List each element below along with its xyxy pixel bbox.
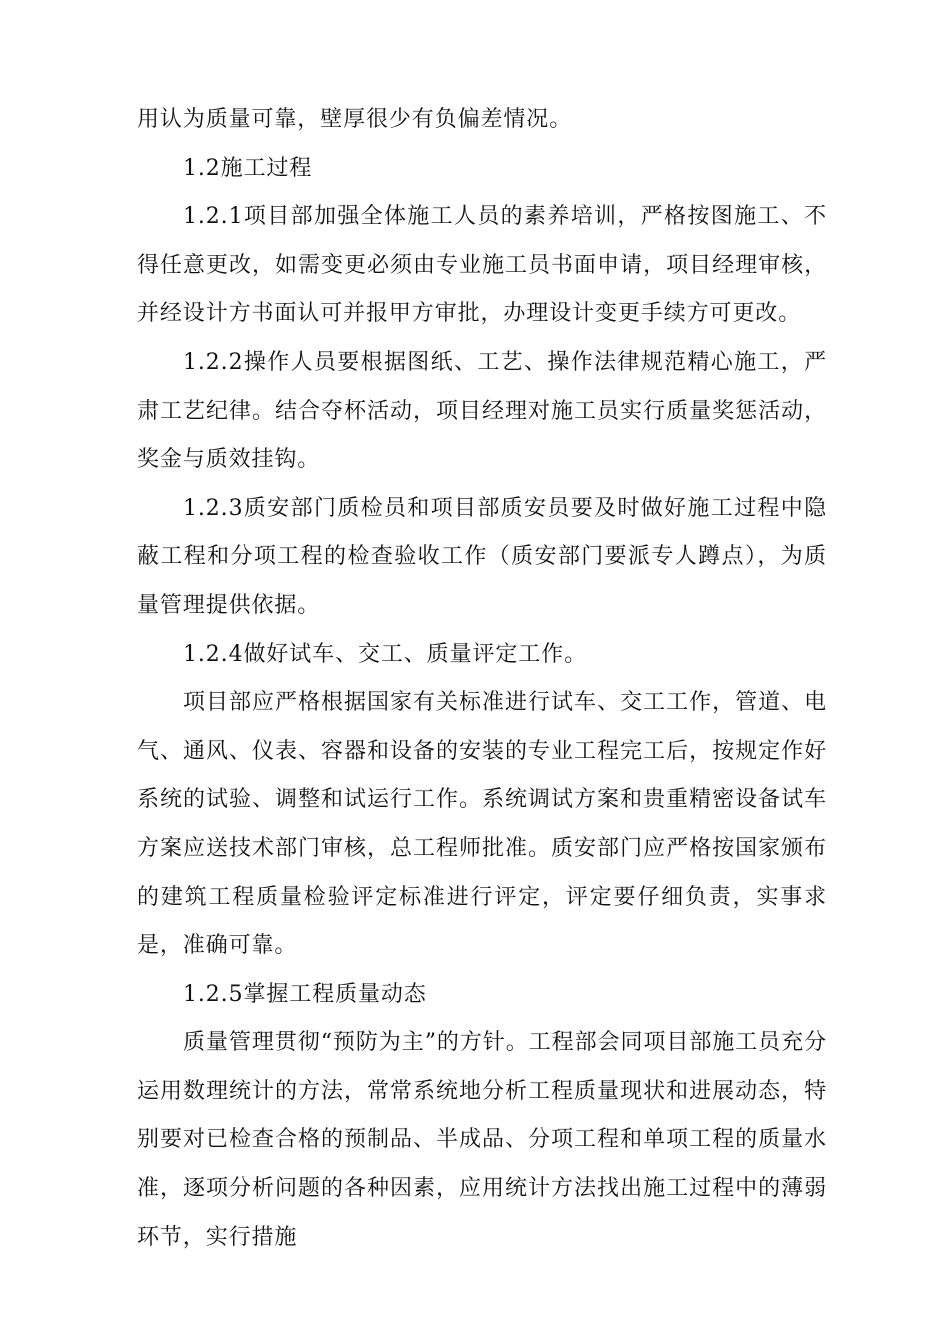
subheading-1-2-5: 1.2.5掌握工程质量动态: [183, 981, 427, 1007]
subheading-1-2-4: 1.2.4做好试车、交工、质量评定工作。: [183, 641, 587, 667]
paragraph-1-2-2: 1.2.2操作人员要根据图纸、工艺、操作法律规范精心施工，严肃工艺纪律。结合夺杯活动，项目经理对施工员实行质量奖惩活动，奖金与质效挂钩。: [137, 349, 827, 473]
body-text: [137, 96, 827, 1262]
section-heading-1-2: 1.2施工过程: [183, 155, 313, 181]
paragraph-1-2-5-body: 质量管理贯彻“预防为主”的方针。工程部会同项目部施工员充分运用数理统计的方法，常常系统地分析工程质量现状和进展动态，特别要对已检查合格的预制品、半成品、分项工程和单项工程的质量水准，逐项分析问题的各种因素，应用统计方法找出施工过程中的薄弱环节，实行措施: [137, 1030, 827, 1250]
paragraph-continuation: 用认为质量可靠，壁厚很少有负偏差情况。: [137, 107, 573, 132]
paragraph-1-2-1: 1.2.1项目部加强全体施工人员的素养培训，严格按图施工、不得任意更改，如需变更必须由专业施工员书面申请，项目经理审核，并经设计方书面认可并报甲方审批，办理设计变更手续方可更改。: [137, 204, 827, 327]
paragraph-1-2-3: 1.2.3质安部门质检员和项目部质安员要及时做好施工过程中隐蔽工程和分项工程的检查验收工作（质安部门要派专人蹲点），为质量管理提供依据。: [137, 495, 827, 618]
paragraph-1-2-4-body: 项目部应严格根据国家有关标准进行试车、交工工作，管道、电气、通风、仪表、容器和设备的安装的专业工程完工后，按规定作好系统的试验、调整和试运行工作。系统调试方案和贵重精密设备试车方案应送技术部门审核，总工程师批准。质安部门应严格按国家颁布的建筑工程质量检验评定标准进行评定，评定要仔细负责，实事求是，准确可靠。: [137, 690, 827, 959]
